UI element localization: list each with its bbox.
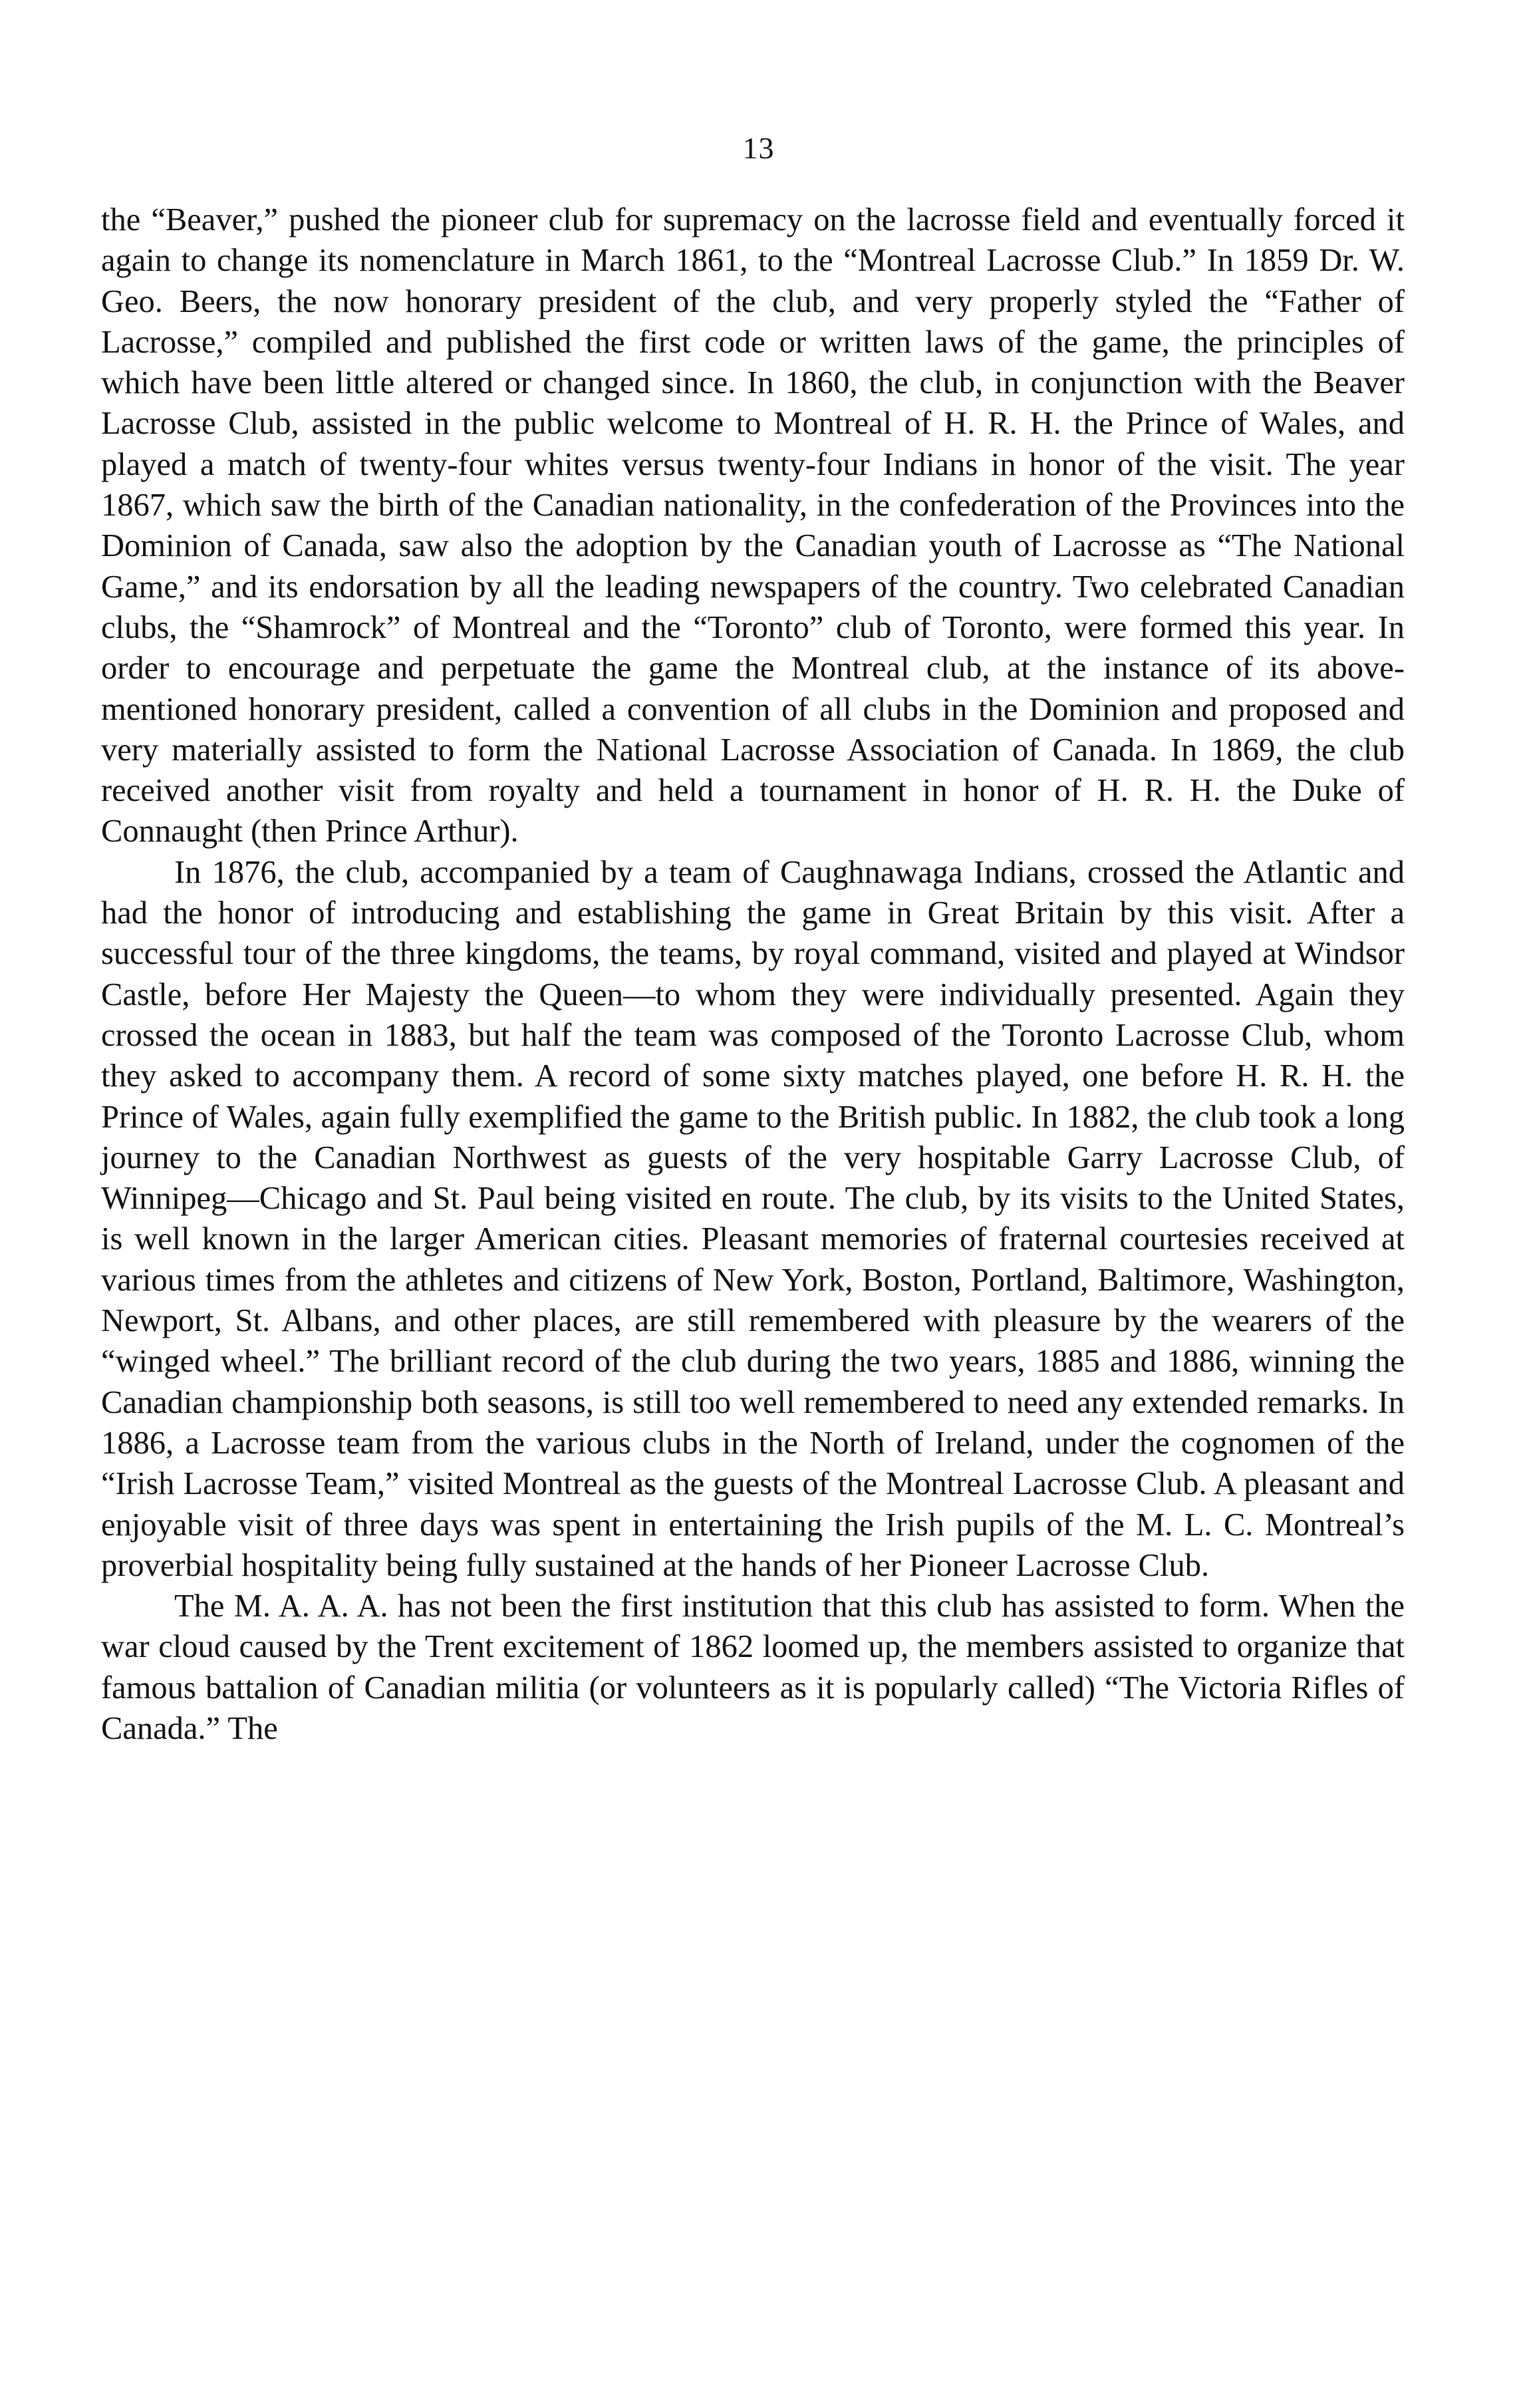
paragraph-2: In 1876, the club, accompanied by a team of Caughnawaga Indians, crossed the Atlantic and had the honor of introducing and establishing the game in Great Britain by this visit. After a successful tour of the three kingdoms, the teams, by royal command, visited and played at Windsor Castle, before Her Majesty the Queen—to whom they were individually presented. Again they crossed the ocean in 1883, but half the team was composed of the Toronto Lacrosse Club, whom they asked to accompany them. A record of some sixty matches played, one before H. R. H. the Prince of Wales, again fully exemplified the game to the British public. In 1882, the club took a long journey to the Canadian Northwest as guests of the very hospitable Garry Lacrosse Club, of Winnipeg—Chicago and St. Paul being visited en route. The club, by its visits to the United States, is well known in the larger American cities. Pleasant memories of fraternal courtesies received at various times from the athletes and citizens of New York, Boston, Portland, Baltimore, Washington, Newport, St. Albans, and other places, are still remembered with pleasure by the wearers of the “winged wheel.” The brilliant record of the club during the two years, 1885 and 1886, winning the Canadian championship both seasons, is still too well remembered to need any extended remarks. In 1886, a Lacrosse team from the various clubs in the North of Ireland, under the cognomen of the “Irish Lacrosse Team,” visited Montreal as the guests of the Montreal Lacrosse Club. A pleasant and enjoyable visit of three days was spent in entertaining the Irish pupils of the M. L. C. Montreal’s proverbial hospitality being fully sustained at the hands of her Pioneer Lacrosse Club. (101, 854, 1405, 1583)
paragraph-3: The M. A. A. A. has not been the first institution that this club has assisted to form. When the war cloud caused by the Trent excitement of 1862 loomed up, the members assisted to organize that famous battalion of Canadian militia (or volunteers as it is popularly called) “The Victoria Rifles of Canada.” The (101, 1588, 1405, 1746)
paragraph-1: the “Beaver,” pushed the pioneer club for supremacy on the lacrosse field and eventually forced it again to change its nomenclature in March 1861, to the “Montreal Lacrosse Club.” In 1859 Dr. W. Geo. Beers, the now honorary president of the club, and very properly styled the “Father of Lacrosse,” compiled and published the first code or written laws of the game, the principles of which have been little altered or changed since. In 1860, the club, in conjunction with the Beaver Lacrosse Club, assisted in the public welcome to Montreal of H. R. H. the Prince of Wales, and played a match of twenty-four whites versus twenty-four Indians in honor of the visit. The year 1867, which saw the birth of the Canadian nationality, in the confederation of the Provinces into the Dominion of Canada, saw also the adoption by the Canadian youth of Lacrosse as “The National Game,” and its endorsation by all the leading newspapers of the country. Two celebrated Canadian clubs, the “Shamrock” of Montreal and the “Toronto” club of Toronto, were formed this year. In order to encourage and perpetuate the game the Montreal club, at the instance of its above-mentioned honorary president, called a convention of all clubs in the Dominion and proposed and very materially assisted to form the National Lacrosse Association of Canada. In 1869, the club received another visit from royalty and held a tournament in honor of H. R. H. the Duke of Connaught (then Prince Arthur). (101, 202, 1405, 849)
page-number: 13 (742, 131, 775, 165)
body-text (101, 200, 1405, 1749)
